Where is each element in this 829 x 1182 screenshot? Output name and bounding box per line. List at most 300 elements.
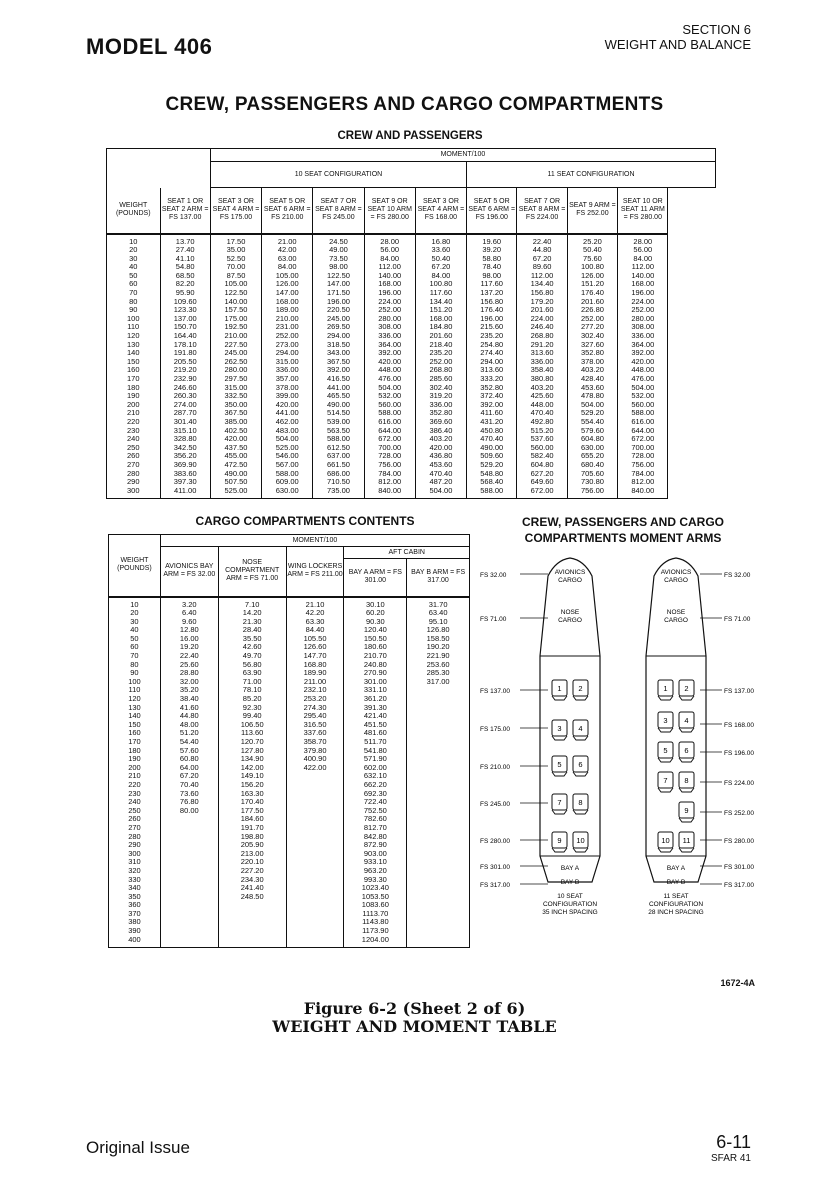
table-cell: 126.80: [426, 625, 450, 635]
table-cell: 106.50: [240, 719, 264, 729]
table-cell: 644.00: [378, 425, 402, 435]
right-3-seat-label: 3: [663, 716, 668, 725]
table-cell: 240: [128, 797, 141, 807]
table-cell: 358.70: [303, 737, 327, 746]
table-cell: 147.70: [303, 651, 327, 661]
crew-passengers-table: [106, 148, 716, 499]
table-cell: 10: [130, 599, 139, 609]
table-cell: 492.80: [530, 416, 554, 426]
table-cell: 504.00: [378, 382, 402, 392]
table-cell: 230: [128, 788, 141, 798]
left-3-seat-back: [552, 736, 567, 740]
table-cell: 358.40: [530, 365, 554, 375]
arms-diagram-title: CREW, PASSENGERS AND CARGO COMPARTMENTS MOMENT ARMS: [521, 515, 725, 545]
table-cell: 336.00: [378, 331, 402, 341]
table-cell: 490.00: [480, 442, 504, 452]
table-cell: 612.50: [326, 442, 350, 452]
table-cell: 248.50: [240, 891, 264, 901]
table-cell: 52.50: [226, 253, 246, 263]
table-cell: 22.40: [179, 651, 199, 661]
table-cell: 210.00: [275, 313, 299, 323]
table-cell: 200: [127, 399, 140, 409]
table-cell: 35.50: [242, 633, 262, 643]
table-cell: 280: [127, 468, 140, 478]
table-cell: 420.00: [631, 356, 655, 366]
table-cell: 336.00: [631, 331, 655, 341]
table-cell: 170.40: [240, 797, 264, 807]
crew-column-seat-3-4-10: [210, 234, 261, 499]
table-cell: 728.00: [631, 451, 655, 461]
right-2-seat-back: [679, 696, 694, 700]
table-cell: 19.20: [179, 642, 199, 652]
table-cell: 340: [128, 883, 141, 893]
table-cell: 262.50: [224, 356, 248, 366]
crew-header-weight: WEIGHT (POUNDS): [107, 188, 161, 234]
table-cell: 370: [128, 908, 141, 918]
table-cell: 168.00: [631, 279, 655, 289]
table-cell: 192.50: [224, 322, 248, 332]
left-station-label: FS 301.00: [480, 864, 510, 871]
table-cell: 462.00: [275, 416, 299, 426]
table-cell: 41.10: [175, 253, 195, 263]
table-cell: 24.50: [329, 236, 348, 246]
table-cell: 151.20: [580, 279, 604, 289]
table-cell: 16.00: [179, 633, 199, 643]
table-cell: 428.40: [580, 374, 604, 383]
table-cell: 98.00: [329, 262, 348, 272]
left-station-label: FS 32.00: [480, 572, 507, 579]
left-7-seat-back: [552, 810, 567, 814]
table-cell: 840.00: [378, 485, 402, 495]
cargo-table-title: CARGO COMPARTMENTS CONTENTS: [195, 514, 415, 528]
table-cell: 20: [130, 608, 139, 618]
table-cell: 525.00: [224, 485, 248, 495]
table-cell: 478.80: [580, 391, 604, 401]
table-cell: 60.80: [179, 754, 199, 764]
table-cell: 269.50: [326, 322, 350, 332]
table-cell: 511.70: [364, 737, 387, 746]
table-cell: 302.40: [429, 382, 453, 392]
table-cell: 163.30: [240, 788, 264, 798]
table-cell: 31.70: [428, 599, 448, 609]
table-cell: 110: [127, 322, 140, 332]
table-cell: 100.80: [429, 279, 453, 289]
table-cell: 122.50: [224, 288, 248, 298]
table-cell: 560.00: [378, 399, 402, 409]
table-cell: 328.80: [173, 434, 197, 444]
table-cell: 25.60: [179, 659, 199, 669]
table-cell: 470.40: [530, 408, 554, 418]
table-cell: 218.40: [429, 339, 453, 349]
table-cell: 470.40: [480, 434, 504, 444]
crew-column-weight: [107, 234, 161, 499]
table-cell: 49.70: [242, 651, 262, 661]
table-cell: 3.20: [182, 599, 197, 609]
table-cell: 630.00: [580, 442, 604, 452]
table-cell: 21.00: [277, 236, 297, 246]
table-cell: 378.00: [275, 382, 299, 392]
table-cell: 336.00: [275, 365, 299, 375]
table-cell: 180: [127, 382, 140, 392]
right-6-seat-back: [679, 758, 694, 762]
table-cell: 184.60: [240, 814, 264, 824]
table-cell: 156.20: [240, 779, 264, 789]
table-cell: 655.20: [580, 451, 604, 461]
table-cell: 294.00: [326, 331, 350, 341]
table-cell: 201.60: [429, 331, 453, 341]
table-cell: 109.60: [173, 296, 197, 306]
table-cell: 539.00: [326, 416, 350, 426]
table-cell: 301.40: [173, 416, 197, 426]
table-cell: 616.00: [631, 416, 655, 426]
table-cell: 80.00: [179, 805, 199, 815]
table-cell: 316.50: [303, 719, 327, 729]
cargo-column-bay-a: [344, 597, 407, 948]
table-cell: 579.60: [580, 425, 604, 435]
table-cell: 210: [127, 408, 140, 418]
table-cell: 140: [128, 711, 141, 721]
table-cell: 6.40: [182, 608, 197, 618]
right-station-label: FS 280.00: [724, 838, 754, 845]
table-cell: 604.80: [530, 459, 554, 469]
table-cell: 588.00: [631, 408, 655, 418]
left-nose-label-2: CARGO: [558, 617, 582, 624]
table-cell: 563.50: [326, 425, 350, 435]
table-cell: 756.00: [631, 459, 655, 469]
table-cell: 71.00: [242, 676, 262, 686]
table-cell: 310: [128, 857, 141, 867]
aft-cabin-header: AFT CABIN: [344, 547, 470, 559]
table-cell: 240.80: [363, 659, 387, 669]
table-cell: 379.80: [303, 745, 327, 755]
table-cell: 756.00: [580, 485, 604, 495]
table-cell: 246.60: [173, 382, 197, 392]
table-cell: 437.50: [224, 442, 248, 452]
table-cell: 198.80: [240, 831, 264, 841]
table-cell: 602.00: [363, 762, 387, 772]
left-6-seat-label: 6: [578, 760, 583, 769]
table-cell: 700.00: [378, 442, 402, 452]
table-cell: 120: [128, 694, 141, 704]
table-cell: 196.00: [631, 288, 655, 298]
table-cell: 84.00: [380, 253, 400, 263]
table-cell: 672.00: [378, 434, 402, 444]
table-cell: 196.00: [378, 288, 402, 298]
footer-page-block: [711, 1132, 751, 1164]
table-cell: 350.00: [224, 399, 248, 409]
moment-arms-diagram: [476, 556, 766, 936]
table-cell: 686.00: [326, 468, 350, 478]
table-cell: 123.30: [173, 305, 197, 315]
crew-table-title: CREW AND PASSENGERS: [337, 130, 483, 142]
table-cell: 160: [127, 365, 140, 375]
table-cell: 1113.70: [362, 908, 389, 918]
table-cell: 397.30: [173, 477, 197, 487]
table-cell: 308.00: [631, 322, 655, 332]
table-cell: 241.40: [240, 883, 264, 893]
left-station-label: FS 175.00: [480, 726, 510, 733]
table-cell: 472.50: [224, 459, 248, 469]
table-cell: 12.80: [179, 625, 199, 635]
table-cell: 360: [128, 900, 141, 910]
table-cell: 680.40: [580, 459, 604, 469]
table-cell: 39.20: [482, 245, 502, 255]
table-cell: 504.00: [429, 485, 453, 495]
table-cell: 735.00: [326, 485, 350, 495]
table-cell: 300: [127, 485, 140, 495]
table-cell: 215.60: [480, 322, 504, 332]
table-cell: 149.10: [240, 771, 264, 781]
table-cell: 246.40: [530, 322, 554, 332]
table-cell: 453.60: [429, 459, 453, 469]
table-cell: 120: [127, 331, 140, 341]
table-cell: 175.00: [224, 313, 248, 323]
table-cell: 176.40: [480, 305, 504, 315]
table-cell: 205.50: [173, 356, 197, 366]
table-cell: 541.80: [363, 745, 387, 755]
table-cell: 609.00: [275, 477, 299, 487]
table-cell: 150: [127, 356, 140, 366]
table-cell: 372.40: [480, 391, 504, 401]
table-cell: 180.60: [363, 642, 387, 652]
table-cell: 147.00: [275, 288, 299, 298]
table-cell: 253.60: [426, 659, 450, 669]
table-cell: 113.60: [240, 728, 264, 738]
table-cell: 784.00: [631, 468, 655, 478]
table-cell: 60: [129, 279, 138, 289]
table-cell: 78.40: [482, 262, 502, 272]
table-cell: 140.00: [224, 296, 248, 306]
table-cell: 436.80: [429, 451, 453, 461]
table-cell: 532.00: [631, 391, 655, 401]
table-cell: 872.90: [363, 840, 387, 850]
table-cell: 63.30: [305, 616, 325, 626]
crew-header-seat-5-6-10: SEAT 5 OR SEAT 6 ARM = FS 210.00: [262, 188, 313, 234]
crew-header-seat-3-4-10: SEAT 3 OR SEAT 4 ARM = FS 175.00: [210, 188, 261, 234]
table-cell: 403.20: [429, 434, 453, 444]
table-cell: 476.00: [631, 374, 655, 383]
table-cell: 75.60: [583, 253, 602, 263]
table-cell: 487.20: [429, 477, 453, 487]
table-cell: 280: [128, 831, 141, 841]
right-station-label: FS 168.00: [724, 722, 754, 729]
crew-column-seat-10-11-11: [618, 234, 668, 499]
left-avionics-label-2: CARGO: [558, 577, 582, 584]
left-7-seat-label: 7: [557, 798, 562, 807]
table-cell: 9.60: [182, 616, 197, 626]
right-7-seat-back: [658, 788, 673, 792]
table-cell: 95.10: [428, 616, 448, 626]
table-cell: 164.40: [173, 331, 197, 341]
table-cell: 130: [127, 339, 140, 349]
table-cell: 168.80: [303, 659, 327, 669]
crew-header-seat-5-6-11: SEAT 5 OR SEAT 6 ARM = FS 196.00: [467, 188, 517, 234]
table-cell: 134.40: [530, 279, 554, 289]
table-cell: 352.80: [480, 382, 504, 392]
table-cell: 588.00: [378, 408, 402, 418]
table-cell: 812.70: [363, 822, 387, 832]
table-cell: 25.20: [583, 236, 602, 246]
table-cell: 151.20: [429, 305, 453, 315]
table-cell: 752.50: [363, 805, 387, 815]
table-cell: 313.60: [480, 365, 504, 375]
table-cell: 840.00: [631, 485, 655, 495]
table-cell: 205.90: [240, 840, 264, 850]
table-cell: 120.40: [363, 625, 387, 635]
table-cell: 232.90: [173, 374, 197, 383]
right-avionics-label-2: CARGO: [664, 577, 688, 584]
crew-column-seat-3-4-11: [415, 234, 466, 499]
table-cell: 343.00: [326, 348, 350, 358]
table-cell: 232.10: [303, 685, 327, 695]
table-cell: 35.00: [226, 245, 246, 255]
table-cell: 369.90: [173, 459, 197, 469]
figure-caption: [0, 1000, 829, 1036]
table-cell: 120.70: [240, 737, 264, 746]
table-cell: 722.40: [363, 797, 387, 807]
cargo-column-wing: [286, 597, 344, 948]
table-cell: 504.00: [275, 434, 299, 444]
crew-column-seat-7-8-11: [517, 234, 567, 499]
table-cell: 455.00: [224, 451, 248, 461]
table-cell: 403.20: [530, 382, 554, 392]
table-cell: 515.20: [530, 425, 554, 435]
table-cell: 421.40: [363, 711, 387, 721]
table-cell: 481.60: [363, 728, 387, 738]
table-cell: 331.10: [363, 685, 387, 695]
footer-issue: Original Issue: [86, 1138, 190, 1157]
table-cell: 30: [129, 253, 138, 263]
table-cell: 142.00: [240, 762, 264, 772]
table-cell: 126.00: [275, 279, 299, 289]
table-cell: 588.00: [480, 485, 504, 495]
table-cell: 80: [130, 659, 139, 669]
table-cell: 529.20: [480, 459, 504, 469]
table-cell: 176.40: [580, 288, 604, 298]
table-cell: 21.10: [305, 599, 325, 609]
table-cell: 245.00: [224, 348, 248, 358]
table-cell: 70: [130, 651, 139, 661]
table-cell: 529.20: [580, 408, 604, 418]
table-cell: 190: [128, 754, 141, 764]
right-station-label: FS 224.00: [724, 780, 754, 787]
table-cell: 842.80: [363, 831, 387, 841]
table-cell: 35.20: [179, 685, 199, 695]
table-cell: 105.00: [224, 279, 248, 289]
right-bay-b-label: BAY B: [666, 879, 686, 886]
table-cell: 356.20: [173, 451, 197, 461]
table-cell: 90: [130, 668, 139, 678]
right-11-seat-label: 11: [682, 836, 691, 845]
left-9-seat-label: 9: [557, 836, 562, 845]
table-cell: 28.80: [179, 668, 199, 678]
table-cell: 274.30: [303, 702, 327, 712]
table-cell: 385.00: [224, 416, 248, 426]
crew-header-seat-7-8-10: SEAT 7 OR SEAT 8 ARM = FS 245.00: [313, 188, 364, 234]
table-cell: 112.00: [530, 270, 554, 280]
table-cell: 630.00: [275, 485, 299, 495]
table-cell: 191.80: [173, 348, 197, 358]
table-cell: 99.40: [242, 711, 262, 721]
table-cell: 616.00: [378, 416, 402, 426]
table-cell: 28.00: [633, 236, 653, 246]
table-cell: 504.00: [580, 399, 604, 409]
figure-caption-line2: WEIGHT AND MOMENT TABLE: [272, 1017, 557, 1036]
table-cell: 156.80: [480, 296, 504, 306]
table-cell: 1143.80: [362, 917, 389, 927]
table-cell: 270: [127, 459, 140, 469]
table-cell: 274.40: [480, 348, 504, 358]
table-cell: 302.40: [580, 331, 604, 341]
table-cell: 98.00: [482, 270, 502, 280]
table-cell: 402.50: [224, 425, 248, 435]
table-cell: 554.40: [580, 416, 604, 426]
table-cell: 63.40: [428, 608, 448, 618]
left-2-seat-label: 2: [578, 684, 583, 693]
table-cell: 318.50: [326, 339, 350, 349]
table-cell: 588.00: [326, 434, 350, 444]
table-cell: 127.80: [240, 745, 264, 755]
table-cell: 662.20: [363, 779, 387, 789]
table-cell: 1083.60: [361, 900, 389, 910]
table-cell: 315.00: [224, 382, 248, 392]
table-cell: 342.50: [173, 442, 197, 452]
table-cell: 17.50: [226, 236, 246, 246]
table-cell: 67.20: [179, 771, 199, 781]
table-cell: 57.60: [179, 745, 199, 755]
table-cell: 201.60: [580, 296, 604, 306]
table-cell: 105.00: [275, 270, 299, 280]
table-cell: 336.00: [530, 356, 554, 366]
table-cell: 1173.90: [362, 926, 389, 936]
right-1-seat-back: [658, 696, 673, 700]
table-cell: 383.60: [173, 468, 197, 478]
table-cell: 220.50: [326, 305, 350, 315]
table-cell: 112.00: [631, 262, 654, 272]
table-cell: 137.20: [480, 288, 504, 298]
table-cell: 64.00: [179, 762, 199, 772]
footer-sfar: SFAR 41: [710, 1153, 751, 1164]
table-cell: 219.20: [173, 365, 197, 375]
table-cell: 252.00: [378, 305, 402, 315]
table-cell: 993.30: [363, 874, 387, 884]
table-cell: 90: [129, 305, 138, 315]
table-cell: 230: [127, 425, 140, 435]
left-station-label: FS 317.00: [480, 882, 510, 889]
right-caption-line: CONFIGURATION: [648, 901, 704, 908]
table-cell: 352.80: [580, 348, 604, 358]
table-cell: 441.00: [275, 408, 299, 418]
table-cell: 63.00: [277, 253, 297, 263]
table-cell: 294.00: [275, 348, 299, 358]
table-cell: 21.30: [242, 616, 262, 626]
table-cell: 644.00: [631, 425, 655, 435]
table-cell: 160: [128, 728, 141, 738]
right-station-label: FS 71.00: [724, 616, 751, 623]
table-cell: 632.10: [363, 771, 387, 781]
table-cell: 157.50: [224, 305, 248, 315]
table-cell: 235.20: [480, 331, 504, 341]
table-cell: 604.80: [580, 434, 604, 444]
table-cell: 14.20: [242, 608, 262, 618]
table-cell: 260: [127, 451, 140, 461]
table-cell: 730.80: [580, 477, 604, 487]
table-cell: 226.80: [580, 305, 604, 315]
table-cell: 90.30: [365, 616, 385, 626]
table-cell: 337.60: [303, 728, 327, 738]
table-cell: 476.00: [378, 374, 402, 383]
table-cell: 54.80: [175, 262, 195, 272]
